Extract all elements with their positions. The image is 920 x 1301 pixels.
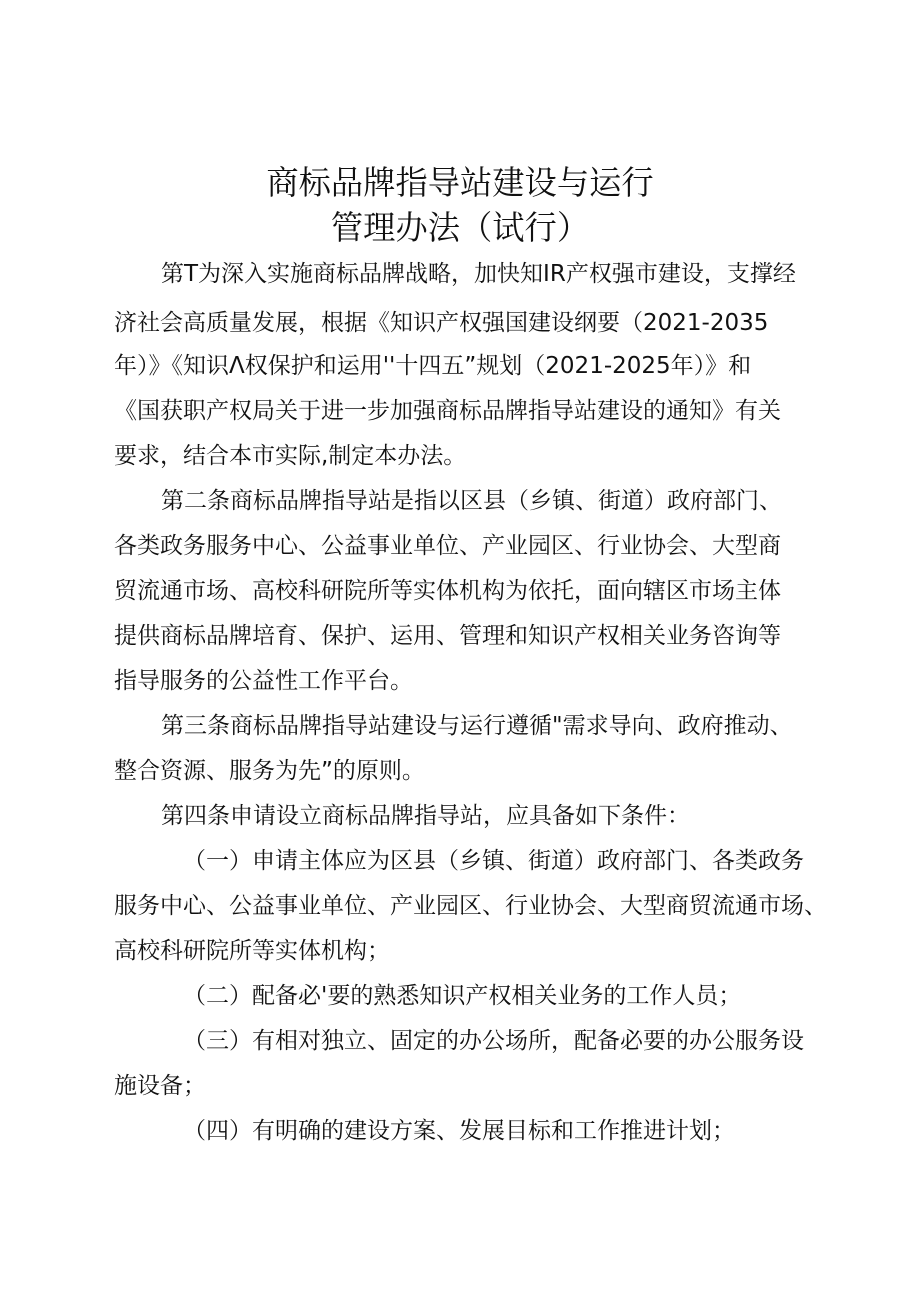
article-2-line-5: 指导服务的公益性工作平台。 [114,668,413,694]
condition-1-line-1: （一）申请主体应为区县（乡镇、街道）政府部门、各类政务 [183,848,804,874]
article-2-line-3: 贸流通市场、高校科研院所等实体机构为依托，面向辖区市场主体 [114,578,781,604]
article-2-line-2: 各类政务服务中心、公益事业单位、产业园区、行业协会、大型商 [114,533,781,559]
condition-4-line-1: （四）有明确的建设方案、发展目标和工作推进计划； [183,1118,735,1144]
article-1-line-3: 年）》《知识Λ权保护和运用''十四五”规划（2021-2025年）》和 [114,353,752,379]
article-1-line-4: 《国获职产权局关于进一步加强商标品牌指导站建设的通知》有关 [114,398,781,424]
condition-3-line-1: （三）有相对独立、固定的办公场所，配备必要的办公服务设 [183,1028,804,1054]
condition-3-line-2: 施设备； [114,1073,206,1099]
condition-1-line-2: 服务中心、公益事业单位、产业园区、行业协会、大型商贸流通市场、 [114,893,827,919]
document-title-line-1: 商标品牌指导站建设与运行 [266,163,654,202]
document-title-line-2: 管理办法（试行） [330,208,590,247]
condition-1-line-3: 高校科研院所等实体机构； [114,938,390,964]
article-2-line-4: 提供商标品牌培育、保护、运用、管理和知识产权相关业务咨询等 [114,623,781,649]
article-4-line-1: 第四条申请设立商标品牌指导站，应具备如下条件： [161,803,690,829]
article-3-line-2: 整合资源、服务为先”的原则。 [114,758,425,784]
article-1-line-1: 第T为深入实施商标品牌战略，加快知IR产权强市建设，支撑经 [161,261,796,287]
article-1-line-2: 济社会高质量发展，根据《知识产权强国建设纲要（2021-2035 [114,310,769,336]
article-3-line-1: 第三条商标品牌指导站建设与运行遵循"需求导向、政府推动、 [161,713,793,739]
condition-2-line-1: （二）配备必'要的熟悉知识产权相关业务的工作人员； [183,983,742,1009]
article-1-line-5: 要求，结合本市实际,制定本办法。 [114,443,467,469]
article-2-line-1: 第二条商标品牌指导站是指以区县（乡镇、街道）政府部门、 [161,488,782,514]
